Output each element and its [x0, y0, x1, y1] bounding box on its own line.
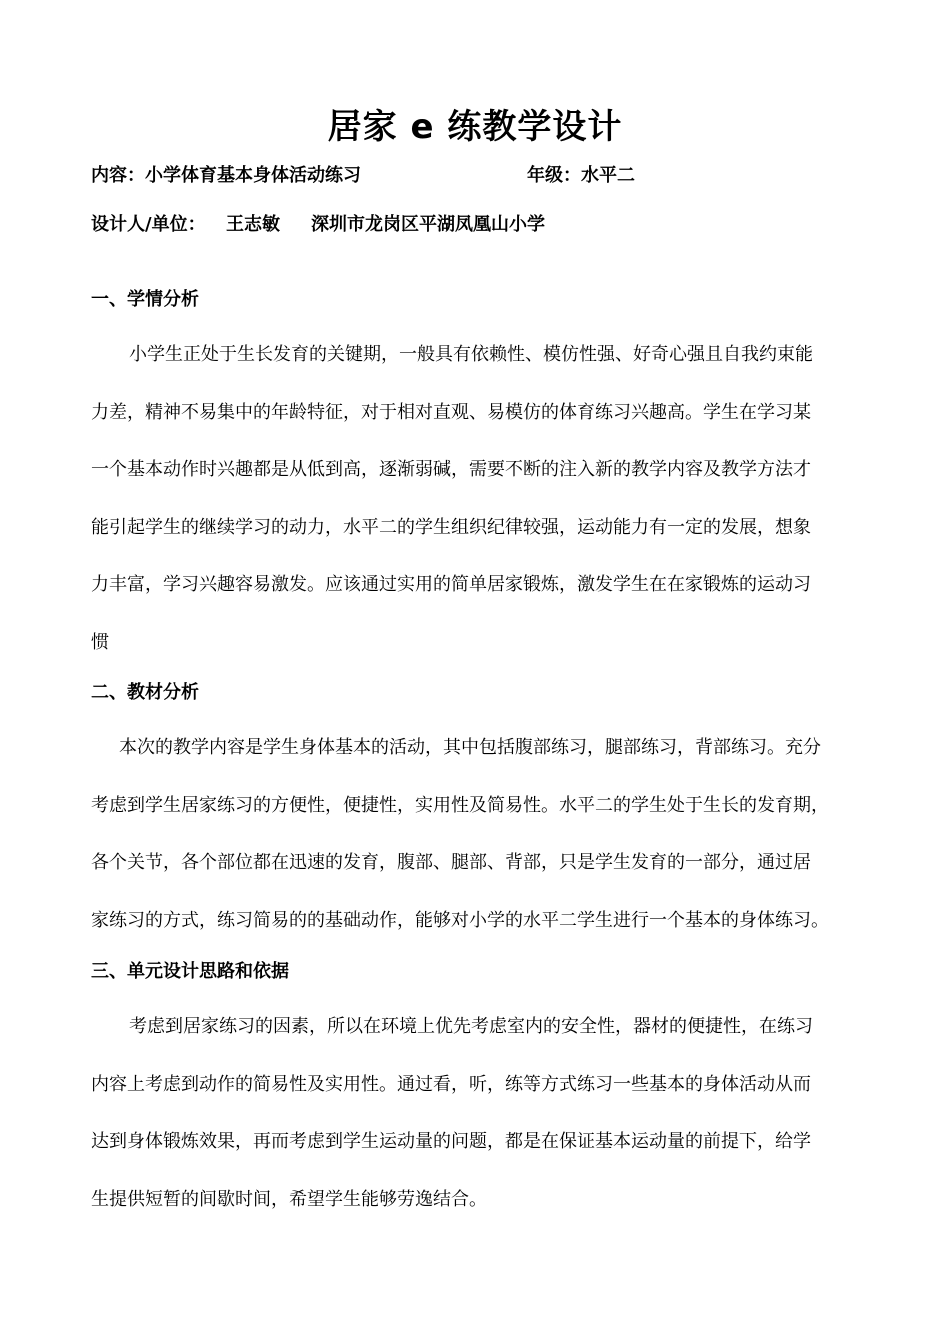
body-line: 生提供短暂的间歇时间，希望学生能够劳逸结合。 [91, 1188, 487, 1210]
designer-label: 设计人/单位： [91, 214, 206, 235]
designer-name: 王志敏 [226, 214, 280, 235]
section-body-3 [91, 1012, 861, 1242]
document-title: 居家 e 练教学设计 [327, 107, 623, 147]
body-line: 能引起学生的继续学习的动力，水平二的学生组织纪律较强，运动能力有一定的发展，想象 [91, 516, 811, 538]
content-label: 内容： [91, 165, 145, 186]
body-line: 各个关节，各个部位都在迅速的发育，腹部、腿部、背部，只是学生发育的一部分，通过居 [91, 852, 811, 873]
section-heading-2: 二、教材分析 [91, 682, 199, 703]
body-line: 惯 [91, 631, 109, 653]
designer-row [91, 211, 545, 239]
body-line: 小学生正处于生长发育的关键期，一般具有依赖性、模仿性强、好奇心强且自我约束能 [129, 344, 813, 365]
body-line: 考虑到居家练习的因素，所以在环境上优先考虑室内的安全性，器材的便捷性，在练习 [129, 1016, 813, 1037]
designer-unit: 深圳市龙岗区平湖凤凰山小学 [311, 214, 545, 235]
body-line: 考虑到学生居家练习的方便性，便捷性，实用性及简易性。水平二的学生处于生长的发育期， [91, 794, 829, 816]
section-heading-3: 三、单元设计思路和依据 [91, 961, 289, 982]
body-line: 本次的教学内容是学生身体基本的活动，其中包括腹部练习，腿部练习，背部练习。充分 [119, 737, 821, 758]
content-value: 小学体育基本身体活动练习 [145, 165, 361, 186]
content-grade-row [91, 162, 635, 190]
section-body-1 [91, 340, 861, 685]
body-line: 内容上考虑到动作的简易性及实用性。通过看，听，练等方式练习一些基本的身体活动从而 [91, 1073, 811, 1095]
grade-value: 水平二 [581, 165, 635, 186]
body-line: 家练习的方式，练习简易的的基础动作，能够对小学的水平二学生进行一个基本的身体练习。 [91, 909, 829, 931]
grade-label: 年级： [527, 165, 581, 186]
grade-group [527, 162, 635, 190]
body-line: 力丰富，学习兴趣容易激发。应该通过实用的简单居家锻炼，激发学生在在家锻炼的运动习 [91, 574, 811, 595]
section-heading-1: 一、学情分析 [91, 289, 199, 310]
body-line: 一个基本动作时兴趣都是从低到高，逐渐弱碱，需要不断的注入新的教学内容及教学方法才 [91, 459, 811, 480]
section-body-2 [91, 733, 861, 963]
body-line: 力差，精神不易集中的年龄特征，对于相对直观、易模仿的体育练习兴趣高。学生在学习某 [91, 401, 811, 423]
body-line: 达到身体锻炼效果，再而考虑到学生运动量的问题，都是在保证基本运动量的前提下，给学 [91, 1131, 811, 1152]
